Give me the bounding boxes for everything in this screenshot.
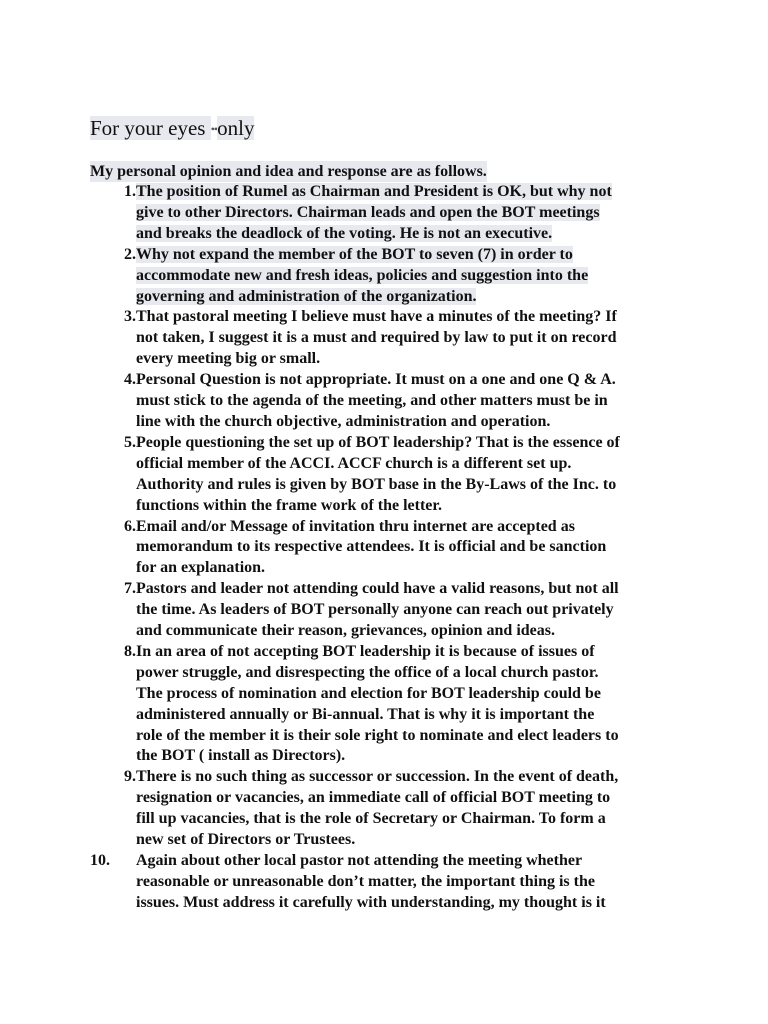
- title-bullet-glyphs: ••: [210, 122, 218, 136]
- list-item-line: [136, 621, 690, 642]
- list-item-line: [136, 767, 690, 788]
- list-item: [90, 517, 690, 580]
- list-item-line: [136, 182, 690, 203]
- list-item-line: [136, 370, 690, 391]
- list-item-text: the BOT ( install as Directors).: [136, 747, 346, 765]
- list-item-line: [136, 809, 690, 830]
- list-item-line: [136, 496, 690, 517]
- list-item-text: not taken, I suggest it is a must and required by law to put it on record: [136, 329, 617, 347]
- list-item-line: [136, 266, 690, 287]
- list-item-line: [136, 705, 690, 726]
- document-title: [90, 113, 254, 143]
- list-item-text: Again about other local pastor not attending the meeting whether: [136, 852, 583, 869]
- list-item-text: every meeting big or small.: [136, 350, 321, 368]
- numbered-list: [90, 182, 690, 914]
- list-item-text: memorandum to its respective attendees. It is official and be sanction: [136, 538, 607, 556]
- list-item-line: [136, 475, 690, 496]
- list-item: [90, 433, 690, 517]
- list-item: [90, 182, 690, 245]
- list-item-line: [136, 412, 690, 433]
- list-item-line: [136, 203, 690, 224]
- list-item-text: fill up vacancies, that is the role of Secretary or Chairman. To form a: [136, 810, 606, 828]
- list-item-line: [136, 788, 690, 809]
- list-item: [90, 851, 690, 914]
- list-item: [90, 579, 690, 642]
- list-item: [90, 642, 690, 767]
- list-item-text: Email and/or Message of invitation thru internet are accepted as: [136, 517, 575, 535]
- list-item-number: 10.: [90, 852, 110, 869]
- list-item-line: [136, 517, 690, 538]
- list-item-text: In an area of not accepting BOT leadership it is because of issues of: [136, 642, 595, 660]
- intro-paragraph: My personal opinion and idea and response are as follows.: [90, 163, 487, 180]
- list-item-text: governing and administration of the organization.: [136, 287, 477, 305]
- list-item-number: 7.: [124, 580, 136, 598]
- list-item-line: [136, 349, 690, 370]
- list-item-line: [136, 328, 690, 349]
- list-item-line: [136, 746, 690, 767]
- list-item: [90, 370, 690, 433]
- list-item-number: 1.: [124, 183, 136, 200]
- list-item-text: Authority and rules is given by BOT base in the By-Laws of the Inc. to: [136, 475, 617, 493]
- list-item-text: and breaks the deadlock of the voting. He is not an executive.: [136, 224, 553, 242]
- list-item-line: [136, 600, 690, 621]
- list-item-text: give to other Directors. Chairman leads and open the BOT meetings: [136, 203, 600, 221]
- list-item-text: new set of Directors or Trustees.: [136, 831, 356, 849]
- list-item-number: 8.: [124, 642, 136, 660]
- list-item-line: [136, 224, 690, 245]
- list-item-line: [136, 391, 690, 412]
- list-item-number: 3.: [124, 308, 136, 326]
- list-item-text: Personal Question is not appropriate. It must on a one and one Q & A.: [136, 371, 616, 389]
- list-item-text: resignation or vacancies, an immediate call of official BOT meeting to: [136, 789, 611, 807]
- list-item-line: [136, 579, 690, 600]
- list-item: [90, 245, 690, 308]
- list-item-number: 6.: [124, 517, 136, 535]
- list-item-text: accommodate new and fresh ideas, policies and suggestion into the: [136, 266, 589, 284]
- list-item-line: [136, 433, 690, 454]
- list-item-line: [136, 726, 690, 747]
- list-item-text: line with the church objective, administration and operation.: [136, 412, 551, 430]
- list-item-text: must stick to the agenda of the meeting, and other matters must be in: [136, 392, 608, 410]
- list-item-text: functions within the frame work of the letter.: [136, 496, 443, 514]
- list-item-text: There is no such thing as successor or succession. In the event of death,: [136, 768, 619, 786]
- list-item-line: [136, 851, 690, 872]
- list-item-text: reasonable or unreasonable don’t matter, the important thing is the: [136, 872, 595, 890]
- list-item-text: for an explanation.: [136, 559, 266, 577]
- list-item-line: [136, 245, 690, 266]
- list-item-line: [136, 642, 690, 663]
- list-item-text: administered annually or Bi-annual. That is why it is important the: [136, 705, 595, 723]
- list-item-number: 4.: [124, 371, 136, 389]
- list-item-text: That pastoral meeting I believe must have a minutes of the meeting? If: [136, 308, 617, 326]
- list-item-number: 9.: [124, 768, 136, 786]
- title-text-after: only: [217, 116, 255, 140]
- list-item-line: [136, 537, 690, 558]
- list-item-line: [136, 663, 690, 684]
- list-item-text: role of the member it is their sole right to nominate and elect leaders to: [136, 726, 619, 744]
- list-item-line: [136, 287, 690, 308]
- list-item-text: official member of the ACCI. ACCF church is a different set up.: [136, 454, 572, 472]
- list-item-text: issues. Must address it carefully with understanding, my thought is it: [136, 893, 606, 911]
- list-item-text: Pastors and leader not attending could have a valid reasons, but not all: [136, 580, 619, 598]
- list-item-text: Why not expand the member of the BOT to seven (7) in order to: [136, 245, 573, 263]
- list-item-text: the time. As leaders of BOT personally anyone can reach out privately: [136, 601, 614, 619]
- list-item-line: [136, 830, 690, 851]
- title-text-before: For your eyes: [90, 116, 211, 140]
- list-item-text: The process of nomination and election for BOT leadership could be: [136, 684, 601, 702]
- list-item-line: [136, 893, 690, 914]
- list-item: [90, 767, 690, 851]
- list-item-number: 2.: [124, 245, 136, 263]
- list-item-text: The position of Rumel as Chairman and President is OK, but why not: [136, 183, 612, 200]
- list-item-text: People questioning the set up of BOT leadership? That is the essence of: [136, 433, 620, 451]
- list-item-line: [136, 307, 690, 328]
- list-item-text: and communicate their reason, grievances, opinion and ideas.: [136, 622, 555, 640]
- list-item-line: [136, 684, 690, 705]
- list-item-number: 5.: [124, 433, 136, 451]
- list-item: [90, 307, 690, 370]
- list-item-line: [136, 872, 690, 893]
- list-item-line: [136, 558, 690, 579]
- list-item-text: power struggle, and disrespecting the office of a local church pastor.: [136, 663, 599, 681]
- list-item-line: [136, 454, 690, 475]
